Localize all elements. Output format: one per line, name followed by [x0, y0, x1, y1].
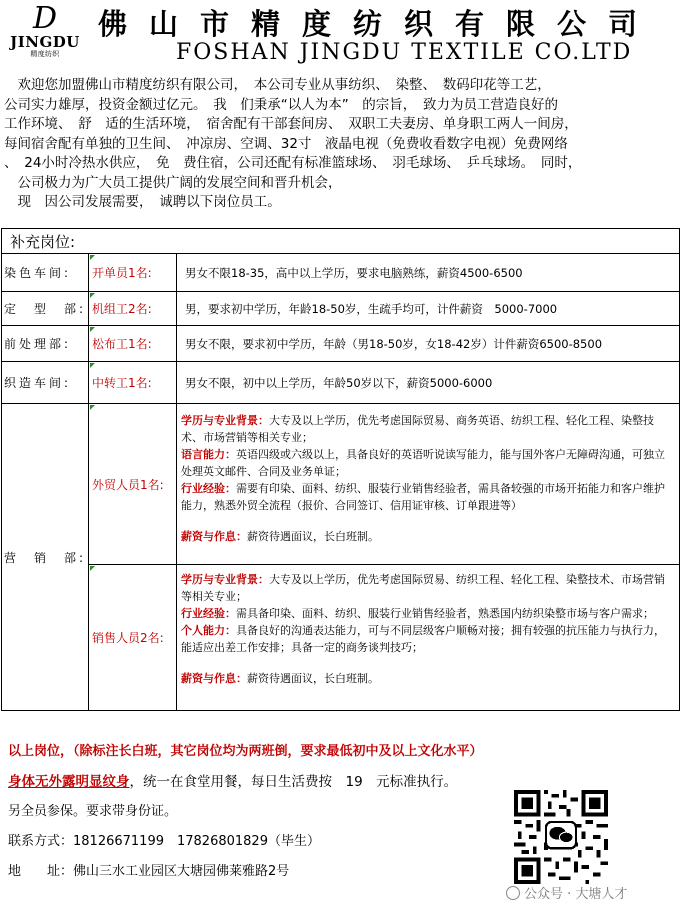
- tattoo-note: 身体无外露明显纹身: [8, 774, 130, 790]
- wechat-watermark: [506, 883, 627, 902]
- company-logo: [6, 1, 84, 64]
- company-intro: [4, 76, 674, 213]
- logo-mark: D: [32, 1, 58, 36]
- position-cell: 开单员1名:: [89, 254, 177, 291]
- intro-line: 公司实力雄厚，投资金额过亿元。 我 们秉承“以人为本” 的宗旨， 致力为员工营造良好的: [4, 96, 558, 113]
- requirement-label: 薪资与作息：: [181, 672, 247, 685]
- sales-department-row: [2, 403, 679, 710]
- wechat-icon: [506, 886, 520, 900]
- address-label: 地 址：: [8, 864, 74, 879]
- sales-staff-block: [89, 564, 679, 710]
- table-row: [2, 361, 679, 403]
- position-cell: 中转工1名:: [89, 362, 177, 403]
- logo-subtext: 精度纺织: [30, 50, 60, 58]
- requirement-label: 学历与专业背景：: [181, 414, 269, 427]
- table-title: 补充岗位:: [10, 232, 76, 251]
- intro-line: 欢迎您加盟佛山市精度纺织有限公司， 本公司专业从事纺织、 染整、 数码印花等工艺，: [4, 77, 551, 93]
- requirement-label: 语言能力：: [181, 448, 236, 461]
- requirement-text: 大专及以上学历，优先考虑国际贸易、商务英语、纺织工程、轻化工程、染整技术、市场营销等相关专业；: [181, 414, 654, 444]
- sales-staff-requirements: [177, 565, 679, 710]
- watermark-text: 公众号 · 大塘人才: [524, 887, 628, 902]
- requirement-text: 具备良好的沟通表达能力，可与不同层级客户顺畅对接；拥有较强的抗压能力与执行力，能适应出差工作安排；具备一定的商务谈判技巧；: [181, 624, 665, 654]
- department-cell: 营 销 部:: [2, 404, 89, 710]
- requirement-label: 学历与专业背景：: [181, 573, 269, 586]
- qr-code: [514, 790, 608, 884]
- table-row: [2, 291, 679, 325]
- position-cell: 松布工1名:: [89, 326, 177, 361]
- requirement-text: 需具备印染、面料、纺织、服装行业销售经验者，熟悉国内纺织染整市场与客户需求；: [236, 607, 654, 620]
- requirement-label: 行业经验：: [181, 482, 236, 495]
- meals-note: ，统一在食堂用餐，每日生活费按 19 元标准执行。: [129, 774, 458, 790]
- requirement-text: 薪资待遇面议，长白班制。: [247, 672, 379, 685]
- table-row: [2, 325, 679, 361]
- requirements-cell: 男女不限，初中以上学历，年龄50岁以下，薪资5000-6000: [185, 375, 493, 390]
- requirement-label: 行业经验：: [181, 607, 236, 620]
- position-cell: 机组工2名:: [89, 292, 177, 325]
- jobs-table: [1, 228, 680, 711]
- shift-note: 以上岗位，（除标注长白班，其它岗位均为两班倒，要求最低初中及以上文化水平）: [8, 744, 483, 759]
- foreign-trade-block: [89, 404, 679, 564]
- foreign-trade-requirements: [177, 404, 679, 564]
- requirement-text: 大专及以上学历，优先考虑国际贸易、纺织工程、轻化工程、染整技术、市场营销等相关专业；: [181, 573, 665, 603]
- requirements-cell: 男女不限，要求初中学历，年龄（男18-50岁，女18-42岁）计件薪资6500-8500: [185, 336, 603, 351]
- department-cell: 前处理部:: [2, 326, 89, 361]
- requirement-label: 个人能力：: [181, 624, 236, 637]
- requirement-text: 薪资待遇面议，长白班制。: [247, 530, 379, 543]
- requirement-text: 需要有印染、面料、纺织、服装行业销售经验者，需具备较强的市场开拓能力和客户维护能力，熟悉外贸全流程（报价、合同签订、信用证审核、订单跟进等）: [181, 482, 665, 512]
- requirement-label: 薪资与作息：: [181, 530, 247, 543]
- intro-line: 工作环境、 舒 适的生活环境， 宿舍配有干部套间房、 双职工夫妻房、单身职工两人一间房，: [4, 116, 578, 132]
- position-cell: 销售人员2名:: [89, 565, 177, 710]
- requirements-cell: 男，要求初中学历，年龄18-50岁，生疏手均可，计件薪资 5000-7000: [185, 301, 558, 316]
- intro-line: 每间宿舍配有单独的卫生间、 冲凉房、空调、32寸 液晶电视（免费收看数字电视）免费网络: [4, 135, 568, 152]
- intro-line: 、 24小时冷热水供应， 免 费住宿，公司还配有标准篮球场、 羽毛球场、 乒乓球场。 同时，: [4, 155, 582, 171]
- requirement-text: 英语四级或六级以上，具备良好的英语听说读写能力，能与国外客户无障碍沟通，可独立处理英文邮件、合同及业务单证；: [181, 448, 665, 478]
- intro-line: 公司极力为广大员工提供广阔的发展空间和晋升机会，: [4, 174, 342, 191]
- department-cell: 织造车间:: [2, 362, 89, 403]
- letterhead: [0, 0, 680, 70]
- insurance-note: 另全员参保。要求带身份证。: [8, 804, 178, 819]
- contact-label: 联系方式：: [8, 834, 74, 849]
- intro-line: 现 因公司发展需要， 诚聘以下岗位员工。: [4, 194, 281, 210]
- company-name-english: FOSHAN JINGDU TEXTILE CO.LTD: [176, 40, 633, 65]
- requirements-cell: 男女不限18-35，高中以上学历，要求电脑熟练，薪资4500-6500: [185, 265, 523, 280]
- company-name-chinese: 佛山市精度纺织有限公司: [98, 7, 660, 41]
- table-row: [2, 253, 679, 291]
- tattoo-meals-note: [8, 770, 668, 790]
- department-cell: 定 型 部:: [2, 292, 89, 325]
- position-cell: 外贸人员1名:: [89, 404, 177, 564]
- address-value: 佛山三水工业园区大塘园佛莱雅路2号: [73, 864, 290, 879]
- contact-phones: 18126671199 17826801829（毕生）: [73, 834, 320, 849]
- department-cell: 染色车间:: [2, 254, 89, 291]
- logo-word: JINGDU: [10, 33, 80, 51]
